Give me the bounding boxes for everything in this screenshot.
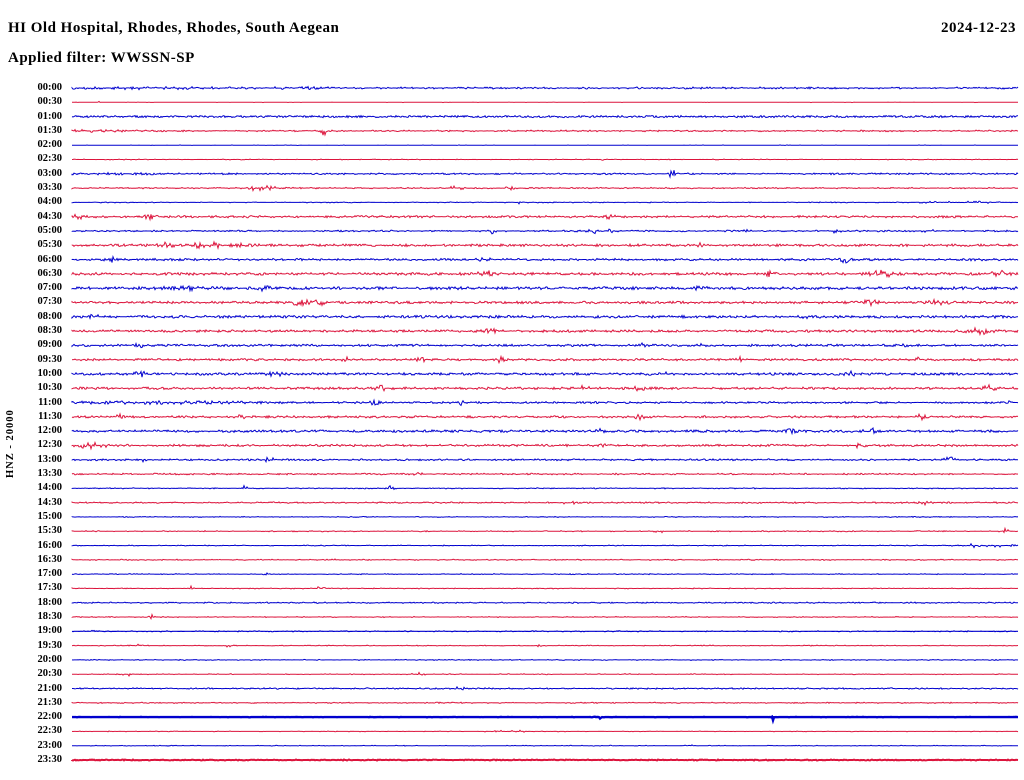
trace-time-label: 06:30	[37, 267, 62, 279]
seismogram-trace-row	[72, 730, 1018, 732]
trace-time-label: 23:00	[37, 739, 62, 751]
trace-time-label: 02:30	[37, 153, 62, 165]
seismogram-trace-row	[72, 400, 1018, 405]
trace-time-label: 22:30	[37, 725, 62, 737]
trace-time-label: 16:30	[37, 553, 62, 565]
seismogram-trace-row	[72, 473, 1018, 476]
seismogram-trace-row	[72, 214, 1018, 219]
trace-time-label: 06:00	[37, 253, 62, 265]
trace-time-label: 10:00	[37, 367, 62, 379]
trace-time-label: 15:30	[37, 525, 62, 537]
trace-time-label: 21:30	[37, 696, 62, 708]
seismogram-trace-row	[72, 328, 1018, 334]
seismogram-trace-row	[72, 87, 1018, 90]
seismogram-trace-row	[72, 357, 1018, 363]
trace-time-label: 20:30	[37, 668, 62, 680]
seismogram-trace-row	[72, 760, 1018, 761]
seismogram-trace-row	[72, 586, 1018, 589]
trace-time-label: 15:00	[37, 510, 62, 522]
seismogram-trace-row	[72, 717, 1018, 721]
trace-time-label: 04:00	[37, 196, 62, 208]
trace-time-label: 13:30	[37, 468, 62, 480]
trace-time-label: 04:30	[37, 210, 62, 222]
seismogram-trace-row	[72, 544, 1018, 548]
trace-time-label: 03:00	[37, 167, 62, 179]
trace-time-label: 17:30	[37, 582, 62, 594]
seismogram-trace-row	[72, 428, 1018, 433]
seismogram-trace-row	[72, 371, 1018, 377]
trace-time-label: 20:00	[37, 653, 62, 665]
seismogram-trace-row	[72, 702, 1018, 703]
trace-time-label: 05:30	[37, 239, 62, 251]
seismogram-trace-row	[72, 516, 1018, 517]
seismogram-trace-row	[72, 101, 1018, 102]
seismogram-trace-row	[72, 145, 1018, 146]
applied-filter-label: Applied filter: WWSSN-SP	[8, 50, 195, 66]
seismogram-trace-row	[72, 159, 1018, 160]
trace-time-label: 23:30	[37, 754, 62, 765]
seismogram-trace-row	[72, 170, 1018, 177]
trace-time-label: 13:00	[37, 453, 62, 465]
seismogram-trace-row	[72, 270, 1018, 277]
trace-time-label: 07:30	[37, 296, 62, 308]
seismogram-trace-row	[72, 130, 1018, 136]
trace-time-label: 17:00	[37, 568, 62, 580]
seismogram-trace-row	[72, 501, 1018, 505]
trace-time-label: 16:00	[37, 539, 62, 551]
seismogram-trace-row	[72, 414, 1018, 420]
trace-time-label: 18:30	[37, 611, 62, 623]
trace-time-label: 21:00	[37, 682, 62, 694]
seismogram-trace-row	[72, 602, 1018, 603]
seismogram-trace-row	[72, 315, 1018, 319]
seismogram-trace-row	[72, 573, 1018, 575]
trace-time-label: 19:00	[37, 625, 62, 637]
seismogram-trace-row	[72, 644, 1018, 647]
y-axis-channel-label: HNZ - 20000	[5, 409, 16, 478]
seismogram-trace-row	[72, 186, 1018, 191]
trace-time-label: 14:00	[37, 482, 62, 494]
seismogram-trace-row	[72, 343, 1018, 348]
trace-time-label: 12:00	[37, 425, 62, 437]
trace-time-label: 09:30	[37, 353, 62, 365]
seismogram-trace-row	[72, 229, 1018, 234]
seismogram-trace-row	[72, 615, 1018, 619]
seismogram-trace-row	[72, 745, 1018, 746]
trace-time-label: 11:30	[38, 410, 62, 422]
trace-time-label: 01:00	[37, 110, 62, 122]
trace-time-label: 19:30	[37, 639, 62, 651]
trace-time-label: 14:30	[37, 496, 62, 508]
trace-time-label: 03:30	[37, 182, 62, 194]
seismogram-trace-row	[72, 286, 1018, 291]
seismogram-trace-row	[72, 201, 1018, 204]
trace-time-label: 12:30	[37, 439, 62, 451]
seismogram-trace-row	[72, 529, 1018, 533]
trace-time-label: 09:00	[37, 339, 62, 351]
seismogram-trace-row	[72, 385, 1018, 391]
trace-time-label: 22:00	[37, 711, 62, 723]
seismogram-trace-row	[72, 687, 1018, 690]
seismogram-trace-row	[72, 673, 1018, 677]
trace-time-label: 11:00	[38, 396, 62, 408]
trace-time-label: 08:30	[37, 325, 62, 337]
trace-time-label: 01:30	[37, 124, 62, 136]
trace-time-label: 05:00	[37, 224, 62, 236]
trace-time-label: 00:00	[37, 82, 62, 93]
trace-time-label: 07:00	[37, 282, 62, 294]
trace-time-label: 18:00	[37, 596, 62, 608]
seismogram-trace-row	[72, 659, 1018, 660]
seismogram-trace-row	[72, 257, 1018, 263]
trace-time-label: 10:30	[37, 382, 62, 394]
seismogram-trace-row	[72, 631, 1018, 632]
seismogram-trace-row	[72, 486, 1018, 490]
seismogram-trace-row	[72, 443, 1018, 449]
seismogram-trace-row	[72, 242, 1018, 248]
trace-time-label: 00:30	[37, 96, 62, 108]
seismogram-trace-row	[72, 116, 1018, 118]
seismogram-trace-row	[72, 559, 1018, 560]
trace-time-label: 08:00	[37, 310, 62, 322]
seismogram-trace-row	[72, 457, 1018, 462]
header-date: 2024-12-23	[941, 20, 1016, 36]
seismogram-trace-row	[72, 300, 1018, 306]
page-title: HI Old Hospital, Rhodes, Rhodes, South Aegean	[8, 20, 340, 36]
trace-time-label: 02:00	[37, 139, 62, 151]
